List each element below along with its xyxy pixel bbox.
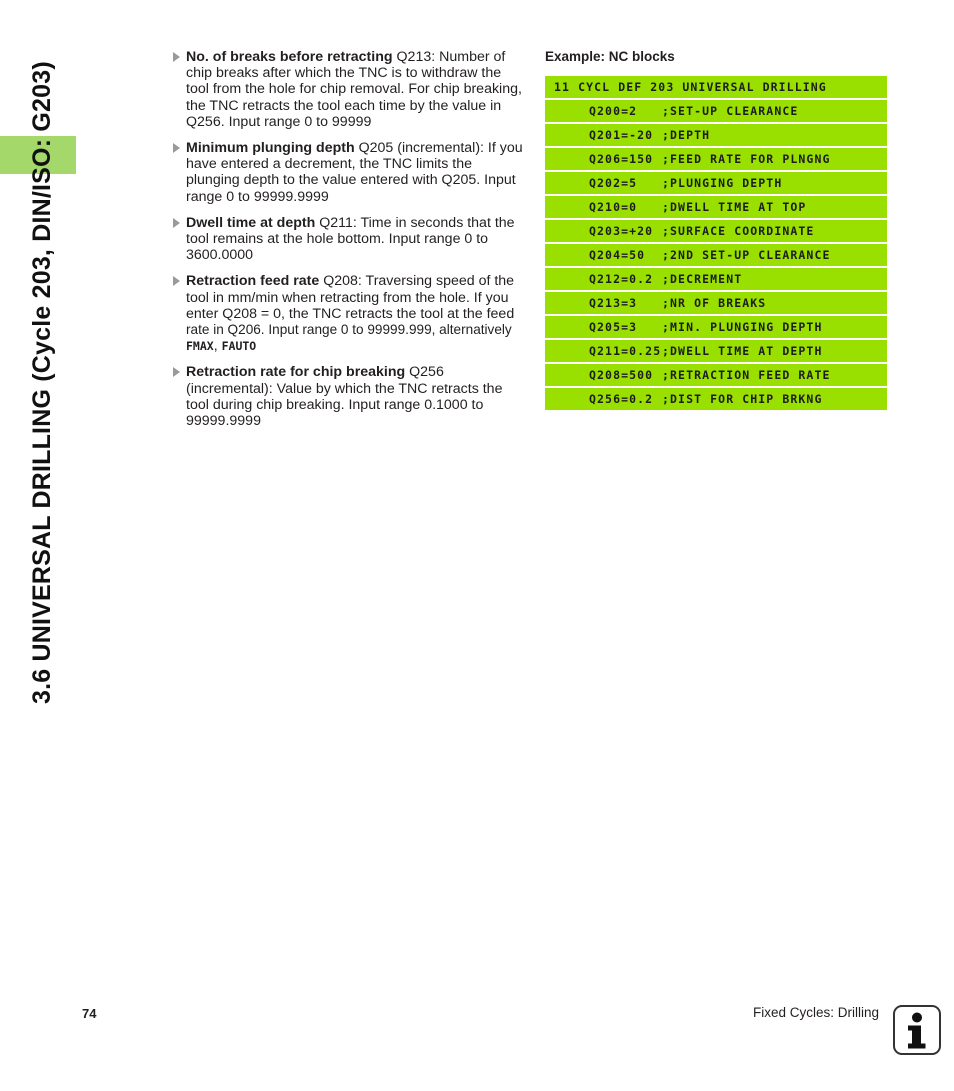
param-code: Q256	[409, 364, 444, 381]
param-code: Q213	[396, 49, 432, 65]
nc-label: Q201=-20	[589, 128, 654, 142]
nc-block-row	[545, 100, 887, 122]
nc-block-row	[545, 268, 887, 290]
nc-header-text: 11 CYCL DEF 203 UNIVERSAL DRILLING	[554, 80, 827, 94]
nc-comment: ;PLUNGING DEPTH	[662, 176, 783, 190]
param-q256	[172, 364, 524, 429]
param-desc-cont: rate in Q206. Input range 0 to 99999.999, alternatively	[186, 322, 512, 338]
nc-block-row	[545, 196, 887, 218]
nc-label: Q211=0.25	[589, 344, 662, 358]
nc-block-row	[545, 148, 887, 170]
keyword-fmax: FMAX	[186, 339, 214, 354]
nc-block-row	[545, 244, 887, 266]
param-code: Q208	[323, 273, 358, 290]
nc-label: Q210=0	[589, 200, 638, 214]
bullet-arrow-icon	[173, 276, 180, 286]
nc-block-row	[545, 220, 887, 242]
parameter-list	[172, 49, 524, 439]
nc-label: Q208=500	[589, 368, 654, 382]
param-q208	[172, 273, 524, 354]
param-desc: : Number of chip breaks after which the TNC is to withdraw the tool from the hole for chip removal. For chip breaking, the TNC retracts the tool each time by the value in Q256. Input range 0 to 99999	[186, 49, 522, 130]
nc-comment: ;SURFACE COORDINATE	[662, 224, 815, 238]
nc-comment: ;DIST FOR CHIP BRKNG	[662, 392, 823, 406]
param-desc: (incremental): Value by which the TNC retracts the tool during chip breaking. Input range 0.1000 to 99999.9999	[186, 380, 503, 430]
param-name: Retraction rate for chip breaking	[186, 364, 406, 381]
chapter-title: 3.6 UNIVERSAL DRILLING (Cycle 203, DIN/ISO: G203)	[28, 61, 56, 704]
nc-label: Q212=0.2	[589, 272, 654, 286]
nc-comment: ;RETRACTION FEED RATE	[662, 368, 831, 382]
nc-comment: ;FEED RATE FOR PLNGNG	[662, 152, 831, 166]
bullet-arrow-icon	[173, 52, 180, 62]
bullet-arrow-icon	[173, 218, 180, 228]
nc-block-row	[545, 292, 887, 314]
bullet-arrow-icon	[173, 367, 180, 377]
nc-example	[545, 49, 887, 412]
footer-section-title: Fixed Cycles: Drilling	[753, 1005, 880, 1020]
nc-block-row	[545, 364, 887, 386]
nc-comment: ;MIN. PLUNGING DEPTH	[662, 320, 823, 334]
info-icon	[893, 1005, 941, 1055]
nc-label: Q206=150	[589, 152, 654, 166]
param-code: Q205	[358, 140, 394, 157]
info-glyph	[895, 1007, 939, 1053]
example-title: Example: NC blocks	[545, 49, 675, 64]
nc-label: Q204=50	[589, 248, 646, 262]
param-name: Minimum plunging depth	[186, 140, 355, 157]
page-number: 74	[82, 1006, 97, 1021]
nc-comment: ;DWELL TIME AT TOP	[662, 200, 807, 214]
nc-block-row	[545, 124, 887, 146]
nc-comment: ;DWELL TIME AT DEPTH	[662, 344, 823, 358]
nc-block-row	[545, 172, 887, 194]
nc-comment: ;DECREMENT	[662, 272, 743, 286]
nc-comment: ;NR OF BREAKS	[662, 296, 767, 310]
param-desc: (incremental): If you have entered a decrement, the TNC limits the plunging depth to the value entered with Q205. Input range 0 to 99999.9999	[186, 140, 523, 205]
param-q205	[172, 140, 524, 205]
nc-label: Q203=+20	[589, 224, 654, 238]
param-q211	[172, 215, 524, 264]
param-name: Retraction feed rate	[186, 273, 320, 290]
nc-label: Q205=3	[589, 320, 638, 334]
nc-block-row	[545, 340, 887, 362]
param-name: Dwell time at depth	[186, 214, 316, 231]
param-code: Q211	[319, 214, 353, 231]
nc-block-header	[545, 76, 887, 98]
param-q213	[172, 49, 524, 130]
param-desc: : Time in seconds that the tool remains at the hole bottom. Input range 0 to 3600.0000	[186, 214, 515, 264]
nc-block-row	[545, 388, 887, 410]
bullet-arrow-icon	[173, 143, 180, 153]
param-desc: : Traversing speed of the tool in mm/min when retracting from the hole. If you enter Q208 = 0, the TNC retracts the tool at the feed	[186, 273, 515, 322]
nc-label: Q256=0.2	[589, 392, 654, 406]
nc-comment: ;SET-UP CLEARANCE	[662, 104, 799, 118]
param-name: No. of breaks before retracting	[186, 49, 393, 65]
keyword-fauto: FAUTO	[221, 339, 257, 354]
nc-comment: ;2ND SET-UP CLEARANCE	[662, 248, 831, 262]
nc-label: Q213=3	[589, 296, 638, 310]
nc-block-row	[545, 316, 887, 338]
keyword-separator: ,	[213, 338, 222, 355]
nc-comment: ;DEPTH	[662, 128, 711, 142]
nc-label: Q200=2	[589, 104, 638, 118]
nc-label: Q202=5	[589, 176, 638, 190]
